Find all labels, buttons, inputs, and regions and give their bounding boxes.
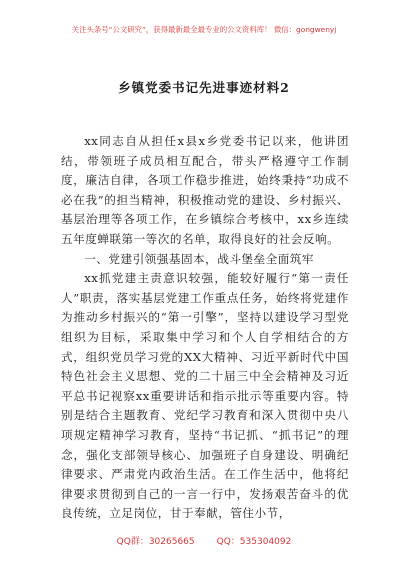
document-title: 乡镇党委书记先进事迹材料2: [118, 80, 290, 95]
footer-qq-group: QQ群：30265665: [116, 537, 195, 547]
footer-contact: [0, 534, 408, 547]
document-body: [61, 132, 349, 524]
section-heading: 一、党建引领强基固本，战斗堡垒全面筑牢: [84, 251, 314, 266]
footer-qq-number: QQ：535304092: [216, 537, 292, 547]
paragraph-intro: xx同志自从担任x县x乡党委书记以来，他讲团结，带领班子成员相互配合，带头严格遵守工作制度，廉洁自律，各项工作稳步推进，始终秉持“功成不必在我”的担当精神，积极推动党的建设、乡村振兴、基层治理等各项工作，在乡镇综合考核中，xx乡连续五年度蝉联第一等次的名单，取得良好的社会反响。: [61, 134, 349, 246]
header-promo-note: 关注头条号“公文研究”，获得最新最全最专业的公文资料库！ 微信：gongwenyj: [71, 25, 337, 34]
paragraph-party-building: xx抓党建主责意识较强，能较好履行“第一责任人”职责，落实基层党建工作重点任务，始终将党建作为推动乡村振兴的“第一引擎”，坚持以建设学习型党组织为目标，采取集中学习和个人自学相结合的方式，组织党员学习党的XX大精神、习近平新时代中国特色社会主义思想、党的二十届三中全会精神及习近平总书记视察xx重要讲话和指示批示等重要内容。特别是结合主题教育、党纪学习教育和深入贯彻中央八项规定精神学习教育，坚持“书记抓、“抓书记”的理念，强化支部领导核心、加强班子自身建设、明确纪律要求、严肃党内政治生活。在工作生活中，他将纪律要求贯彻到自己的一言一行中，发扬艰苦奋斗的优良传统，立足岗位，甘于奉献，管住小节，: [61, 271, 349, 521]
